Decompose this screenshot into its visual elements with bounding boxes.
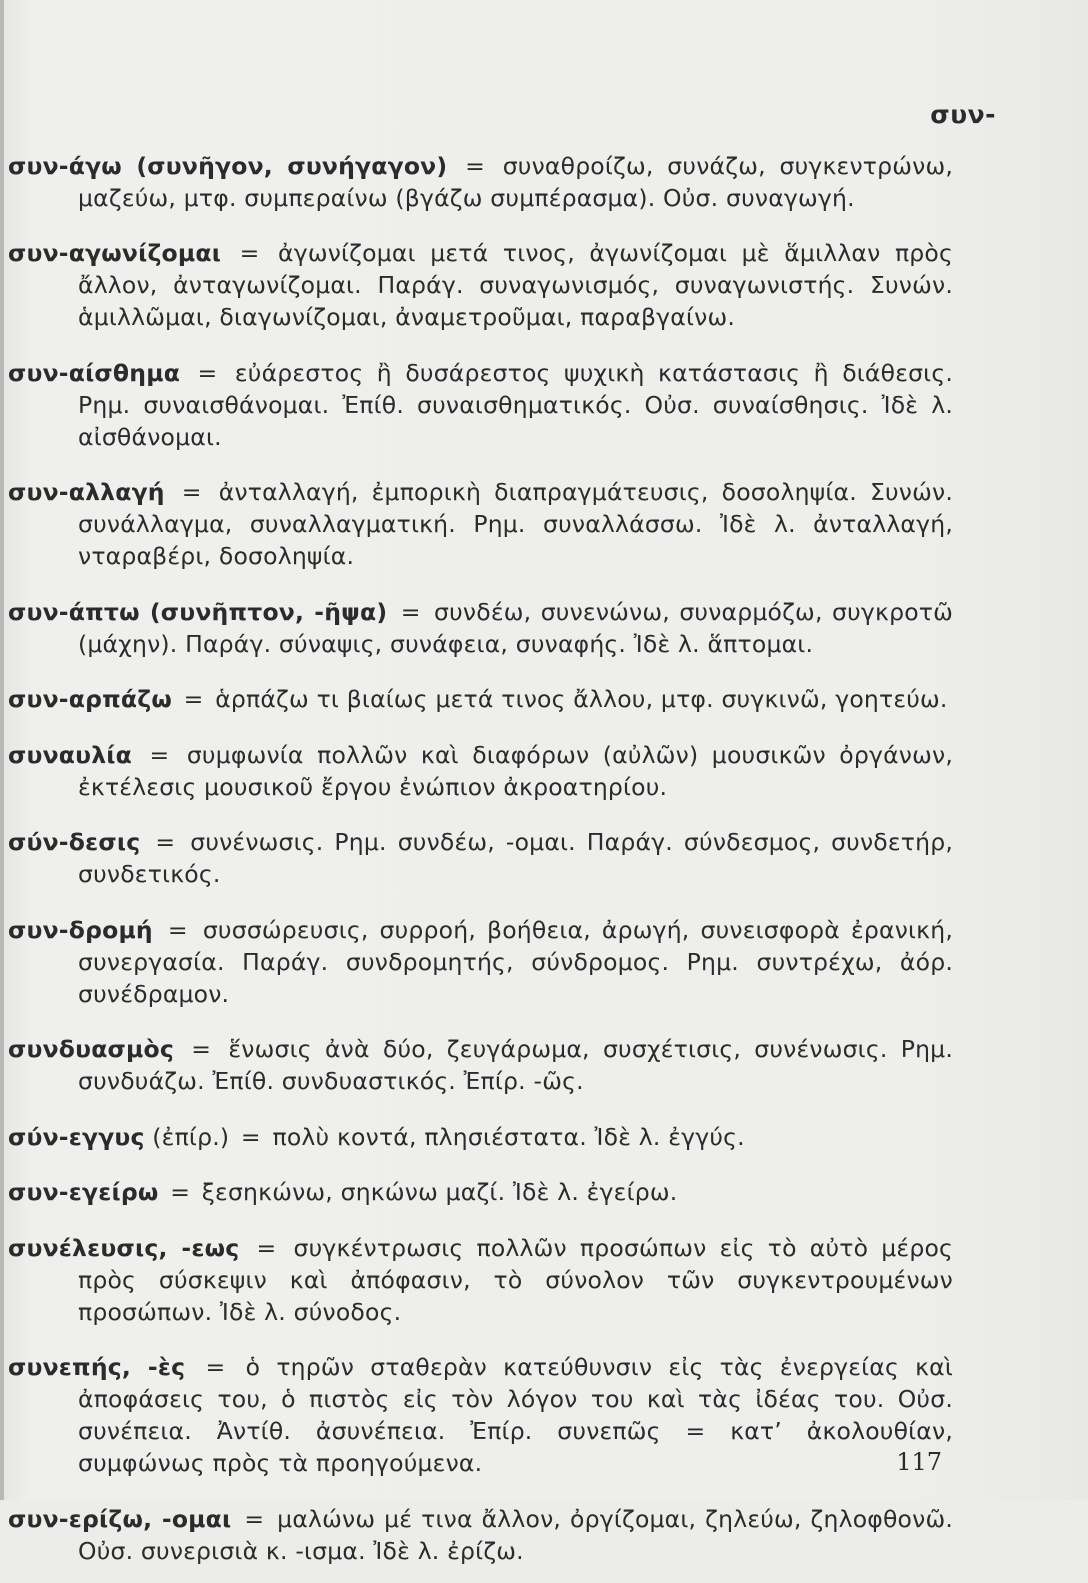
entry-definition: συγκέντρωσις πολλῶν προσώπων εἰς τὸ αὐτὸ μέρος πρὸς σύσκεψιν καὶ ἀπόφασιν, τὸ σύνολον τῶν συγκεντρουμένων προσώπων. Ἰδὲ λ. σύνοδος. <box>78 1233 954 1326</box>
dictionary-entry <box>8 1503 953 1567</box>
equals-sign: = <box>205 1353 226 1381</box>
equals-sign: = <box>256 1233 277 1262</box>
entry-definition: συνένωσις. Ρημ. συνδέω, -ομαι. Παράγ. σύνδεσμος, συνδετήρ, συνδετικός. <box>78 828 954 888</box>
entry-lemma: συν-άγω (συνῆγον, συνήγαγον) <box>8 151 448 180</box>
running-head: συν- <box>930 100 996 129</box>
entry-grammar-note: (ἐπίρ.) <box>144 1122 230 1151</box>
dictionary-entry <box>8 237 953 333</box>
equals-sign: = <box>167 915 188 944</box>
dictionary-entry <box>8 476 953 572</box>
dictionary-entry <box>8 826 953 890</box>
entry-lemma: συν-εγείρω <box>8 1178 159 1206</box>
entry-lemma: συν-δρομή <box>8 915 153 944</box>
entry-definition: ξεσηκώνω, σηκώνω μαζί. Ἰδὲ λ. ἐγείρω. <box>201 1178 678 1206</box>
entry-lemma: συνδυασμὸς <box>8 1035 175 1063</box>
entry-lemma: σύν-δεσις <box>8 828 141 856</box>
entry-lemma: συνεπής, -ὲς <box>8 1353 186 1381</box>
entry-lemma: συν-αίσθημα <box>8 358 181 387</box>
entry-lemma: συν-ερίζω, -ομαι <box>8 1504 232 1533</box>
equals-sign: = <box>181 478 202 506</box>
equals-sign: = <box>183 685 204 713</box>
entry-definition: ὁ τηρῶν σταθερὰν κατεύθυνσιν εἰς τὰς ἐνεργείας καὶ ἀποφάσεις του, ὁ πιστὸς εἰς τὸν λόγον του καὶ τὰς ἰδέας του. Οὐσ. συνέπεια. Ἀντίθ. ἀσυνέπεια. Ἐπίρ. συνεπῶς = κατ’ ἀκολουθίαν, συμφώνως πρὸς τὰ προηγούμενα. <box>78 1353 954 1477</box>
dictionary-entry <box>8 1121 953 1153</box>
entries-list <box>8 126 953 1583</box>
equals-sign: = <box>239 239 260 267</box>
dictionary-entry <box>8 683 953 715</box>
entry-definition: μαλώνω μέ τινα ἄλλον, ὀργίζομαι, ζηλεύω, ζηλοφθονῶ. Οὐσ. συνερισιὰ κ. -ισμα. Ἰδὲ λ. ἐρίζω. <box>78 1504 954 1565</box>
equals-sign: = <box>149 740 170 769</box>
entry-lemma: συνέλευσις, -εως <box>8 1233 240 1262</box>
equals-sign: = <box>465 151 485 180</box>
entry-definition: συνδέω, συνενώνω, συναρμόζω, συγκροτῶ (μάχην). Παράγ. σύναψις, συνάφεια, συναφής. Ἰδὲ λ. ἅπτομαι. <box>78 597 953 658</box>
entry-definition: συμφωνία πολλῶν καὶ διαφόρων (αὐλῶν) μουσικῶν ὀργάνων, ἐκτέλεσις μουσικοῦ ἔργου ἐνώπιον ἀκροατηρίου. <box>78 740 954 801</box>
dictionary-entry <box>8 739 953 803</box>
equals-sign: = <box>244 1504 265 1533</box>
entry-lemma: συν-άπτω (συνῆπτον, -ῆψα) <box>8 597 388 626</box>
dictionary-entry <box>8 1351 953 1479</box>
entry-definition: ἀγωνίζομαι μετά τινος, ἀγωνίζομαι μὲ ἅμιλλαν πρὸς ἄλλον, ἀνταγωνίζομαι. Παράγ. συναγωνισμός, συναγωνιστής. Συνών. ἁμιλλῶμαι, διαγωνίζομαι, ἀναμετροῦμαι, παραβγαίνω. <box>78 239 953 331</box>
entry-lemma: συν-αλλαγή <box>8 478 165 506</box>
page-number: 117 <box>896 1448 942 1476</box>
entry-lemma: συν-αγωνίζομαι <box>8 239 222 267</box>
entry-definition: πολὺ κοντά, πλησιέστατα. Ἰδὲ λ. ἐγγύς. <box>272 1122 745 1151</box>
dictionary-entry <box>8 596 953 660</box>
dictionary-entry <box>8 1232 953 1328</box>
entry-definition: ἁρπάζω τι βιαίως μετά τινος ἄλλου, μτφ. συγκινῶ, γοητεύω. <box>215 685 948 713</box>
equals-sign: = <box>400 597 421 626</box>
dictionary-entry <box>8 1033 953 1097</box>
dictionary-entry <box>8 150 953 214</box>
entry-definition: συσσώρευσις, συρροή, βοήθεια, ἀρωγή, συνεισφορὰ ἐρανική, συνεργασία. Παράγ. συνδρομητής, σύνδρομος. Ρημ. συντρέχω, ἀόρ. συνέδραμον. <box>78 915 953 1008</box>
entry-definition: συναθροίζω, συνάζω, συγκεντρώνω, μαζεύω, μτφ. συμπεραίνω (βγάζω συμπέρασμα). Οὐσ. συναγωγή. <box>78 151 953 212</box>
entry-definition: εὐάρεστος ἢ δυσάρεστος ψυχικὴ κατάστασις ἢ διάθεσις. Ρημ. συναισθάνομαι. Ἐπίθ. συναισθηματικός. Οὐσ. συναίσθησις. Ἰδὲ λ. αἰσθάνομαι. <box>78 358 953 451</box>
dictionary-entry <box>8 1176 953 1208</box>
equals-sign: = <box>197 358 218 387</box>
entry-lemma: σύν-εγγυς <box>8 1122 145 1151</box>
equals-sign: = <box>240 1122 261 1151</box>
dictionary-entry <box>8 914 953 1010</box>
page-edge <box>0 0 4 1500</box>
equals-sign: = <box>191 1035 212 1063</box>
equals-sign: = <box>170 1178 191 1206</box>
entry-lemma: συναυλία <box>8 740 132 769</box>
entry-definition: ἀνταλλαγή, ἐμπορικὴ διαπραγμάτευσις, δοσοληψία. Συνών. συνάλλαγμα, συναλλαγματική. Ρημ. συναλλάσσω. Ἰδὲ λ. ἀνταλλαγή, νταραβέρι, δοσοληψία. <box>78 478 954 570</box>
equals-sign: = <box>155 828 176 856</box>
dictionary-entry <box>8 357 953 453</box>
entry-lemma: συν-αρπάζω <box>8 685 172 713</box>
entry-definition: ἕνωσις ἀνὰ δύο, ζευγάρωμα, συσχέτισις, συνένωσις. Ρημ. συνδυάζω. Ἐπίθ. συνδυαστικός. Ἐπίρ. -ῶς. <box>78 1035 954 1095</box>
